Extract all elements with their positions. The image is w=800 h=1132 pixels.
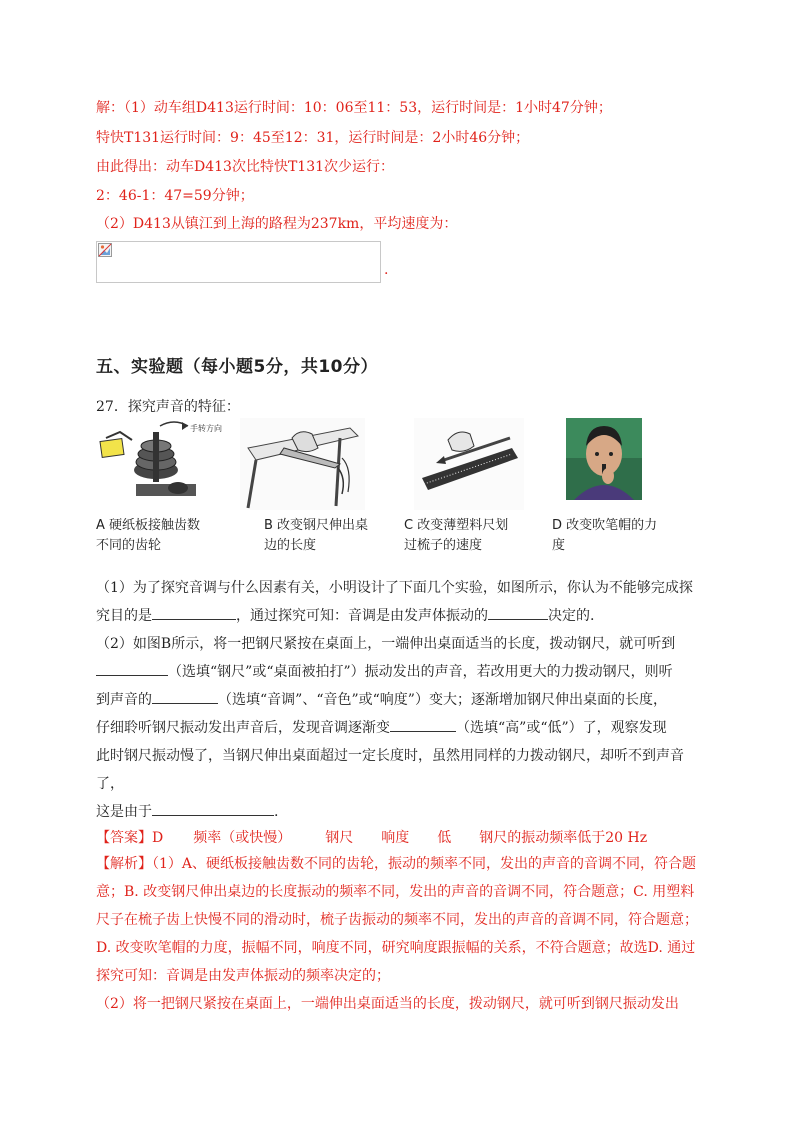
q2-line-b: （选填“钢尺”或“桌面被拍打”）振动发出的声音，若改用更大的力拨动钢尺，则听 <box>96 658 708 686</box>
figure-d-boy-photo <box>566 418 642 500</box>
answer-blank-3[interactable] <box>96 661 168 676</box>
answer-item-2: 频率（或快慢） <box>193 830 292 846</box>
answer-blank-2[interactable] <box>488 605 548 620</box>
analysis-line-1: 【解析】（1）A、硬纸板接触齿数不同的齿轮，振动的频率不同，发出的声音的音调不同，符合题 <box>96 856 697 872</box>
formula-period: . <box>384 262 389 278</box>
answer-blank-6[interactable] <box>152 801 274 816</box>
solution-line-2: 特快T131运行时间：9：45至12：31，运行时间是：2小时46分钟； <box>96 130 530 146</box>
broken-image-icon <box>98 243 112 257</box>
answer-item-5: 低 <box>437 830 452 846</box>
answer-tag: 【答案】 <box>96 830 152 846</box>
figure-b-caption: B 改变钢尺伸出桌 边的长度 <box>264 518 369 553</box>
analysis-paragraph <box>96 850 708 1018</box>
answer-blank-5[interactable] <box>390 717 456 732</box>
q2-line-f: 这是由于 . <box>96 798 708 826</box>
analysis-tag: 【解析】 <box>96 856 152 872</box>
figure-a-gear-image <box>96 418 226 510</box>
q1-line-b: 究目的是 ，通过探究可知：音调是由发声体振动的 决定的. <box>96 602 708 630</box>
answer-item-6: 钢尺的振动频率低于20 Hz <box>479 830 648 846</box>
answer-item-4: 响度 <box>381 830 410 846</box>
answer-item-3: 钢尺 <box>325 830 354 846</box>
answer-blank-1[interactable] <box>152 605 236 620</box>
figure-a-caption: A 硬纸板接触齿数 不同的齿轮 <box>96 518 201 553</box>
answer-item-1: D <box>152 830 164 846</box>
analysis-line-2: 意；B. 改变钢尺伸出桌边的长度振动的频率不同，发出的声音的音调不同，符合题意；C. 用塑料 <box>96 884 695 900</box>
figure-b-ruler-image <box>240 418 365 510</box>
solution-line-3: 由此得出：动车D413次比特快T131次少运行： <box>96 159 395 175</box>
analysis-line-3: 尺子在梳子齿上快慢不同的滑动时，梳子齿振动的频率不同，发出的声音的音调不同，符合题意； <box>96 912 698 928</box>
q2-line-d: 仔细聆听钢尺振动发出声音后，发现音调逐渐变 （选填“高”或“低”）了，观察发现 <box>96 714 708 742</box>
q2-line-c: 到声音的 （选填“音调”、“音色”或“响度”）变大；逐渐增加钢尺伸出桌面的长度， <box>96 686 708 714</box>
analysis-line-4: D. 改变吹笔帽的力度，振幅不同，响度不同，研究响度跟振幅的关系，不符合题意；故选D. 通过 <box>96 940 696 956</box>
figure-a-direction-label: 手转方向 <box>190 424 222 433</box>
solution-line-5: （2）D413从镇江到上海的路程为237km，平均速度为： <box>96 216 458 232</box>
question-title: 27．探究声音的特征： <box>96 399 240 415</box>
solution-line-1: 解：（1）动车组D413运行时间：10：06至11：53，运行时间是：1小时47分钟； <box>96 100 612 116</box>
solution-line-4: 2：46-1：47=59分钟； <box>96 188 254 204</box>
q1-line-a: （1）为了探究音调与什么因素有关，小明设计了下面几个实验，如图所示，你认为不能够完成探 <box>96 580 693 596</box>
q2-line-e: 此时钢尺振动慢了，当钢尺伸出桌面超过一定长度时，虽然用同样的力拨动钢尺，却听不到声音了， <box>96 748 684 792</box>
q2-line-a: （2）如图B所示，将一把钢尺紧按在桌面上，一端伸出桌面适当的长度，拨动钢尺，就可听到 <box>96 636 676 652</box>
figure-c-comb-image <box>414 418 524 510</box>
analysis-line-5: 探究可知：音调是由发声体振动的频率决定的； <box>96 968 390 984</box>
answer-line <box>96 828 647 848</box>
section-heading: 五、实验题（每小题5分，共10分） <box>96 357 378 377</box>
figure-d-caption: D 改变吹笔帽的力 度 <box>552 518 658 553</box>
analysis-line-6: （2）将一把钢尺紧按在桌面上，一端伸出桌面适当的长度，拨动钢尺，就可听到钢尺振动发出 <box>96 996 679 1012</box>
formula-image-placeholder <box>96 241 381 283</box>
answer-blank-4[interactable] <box>152 689 218 704</box>
question-paragraph <box>96 574 708 826</box>
figure-c-caption: C 改变薄塑料尺划 过梳子的速度 <box>404 518 509 553</box>
